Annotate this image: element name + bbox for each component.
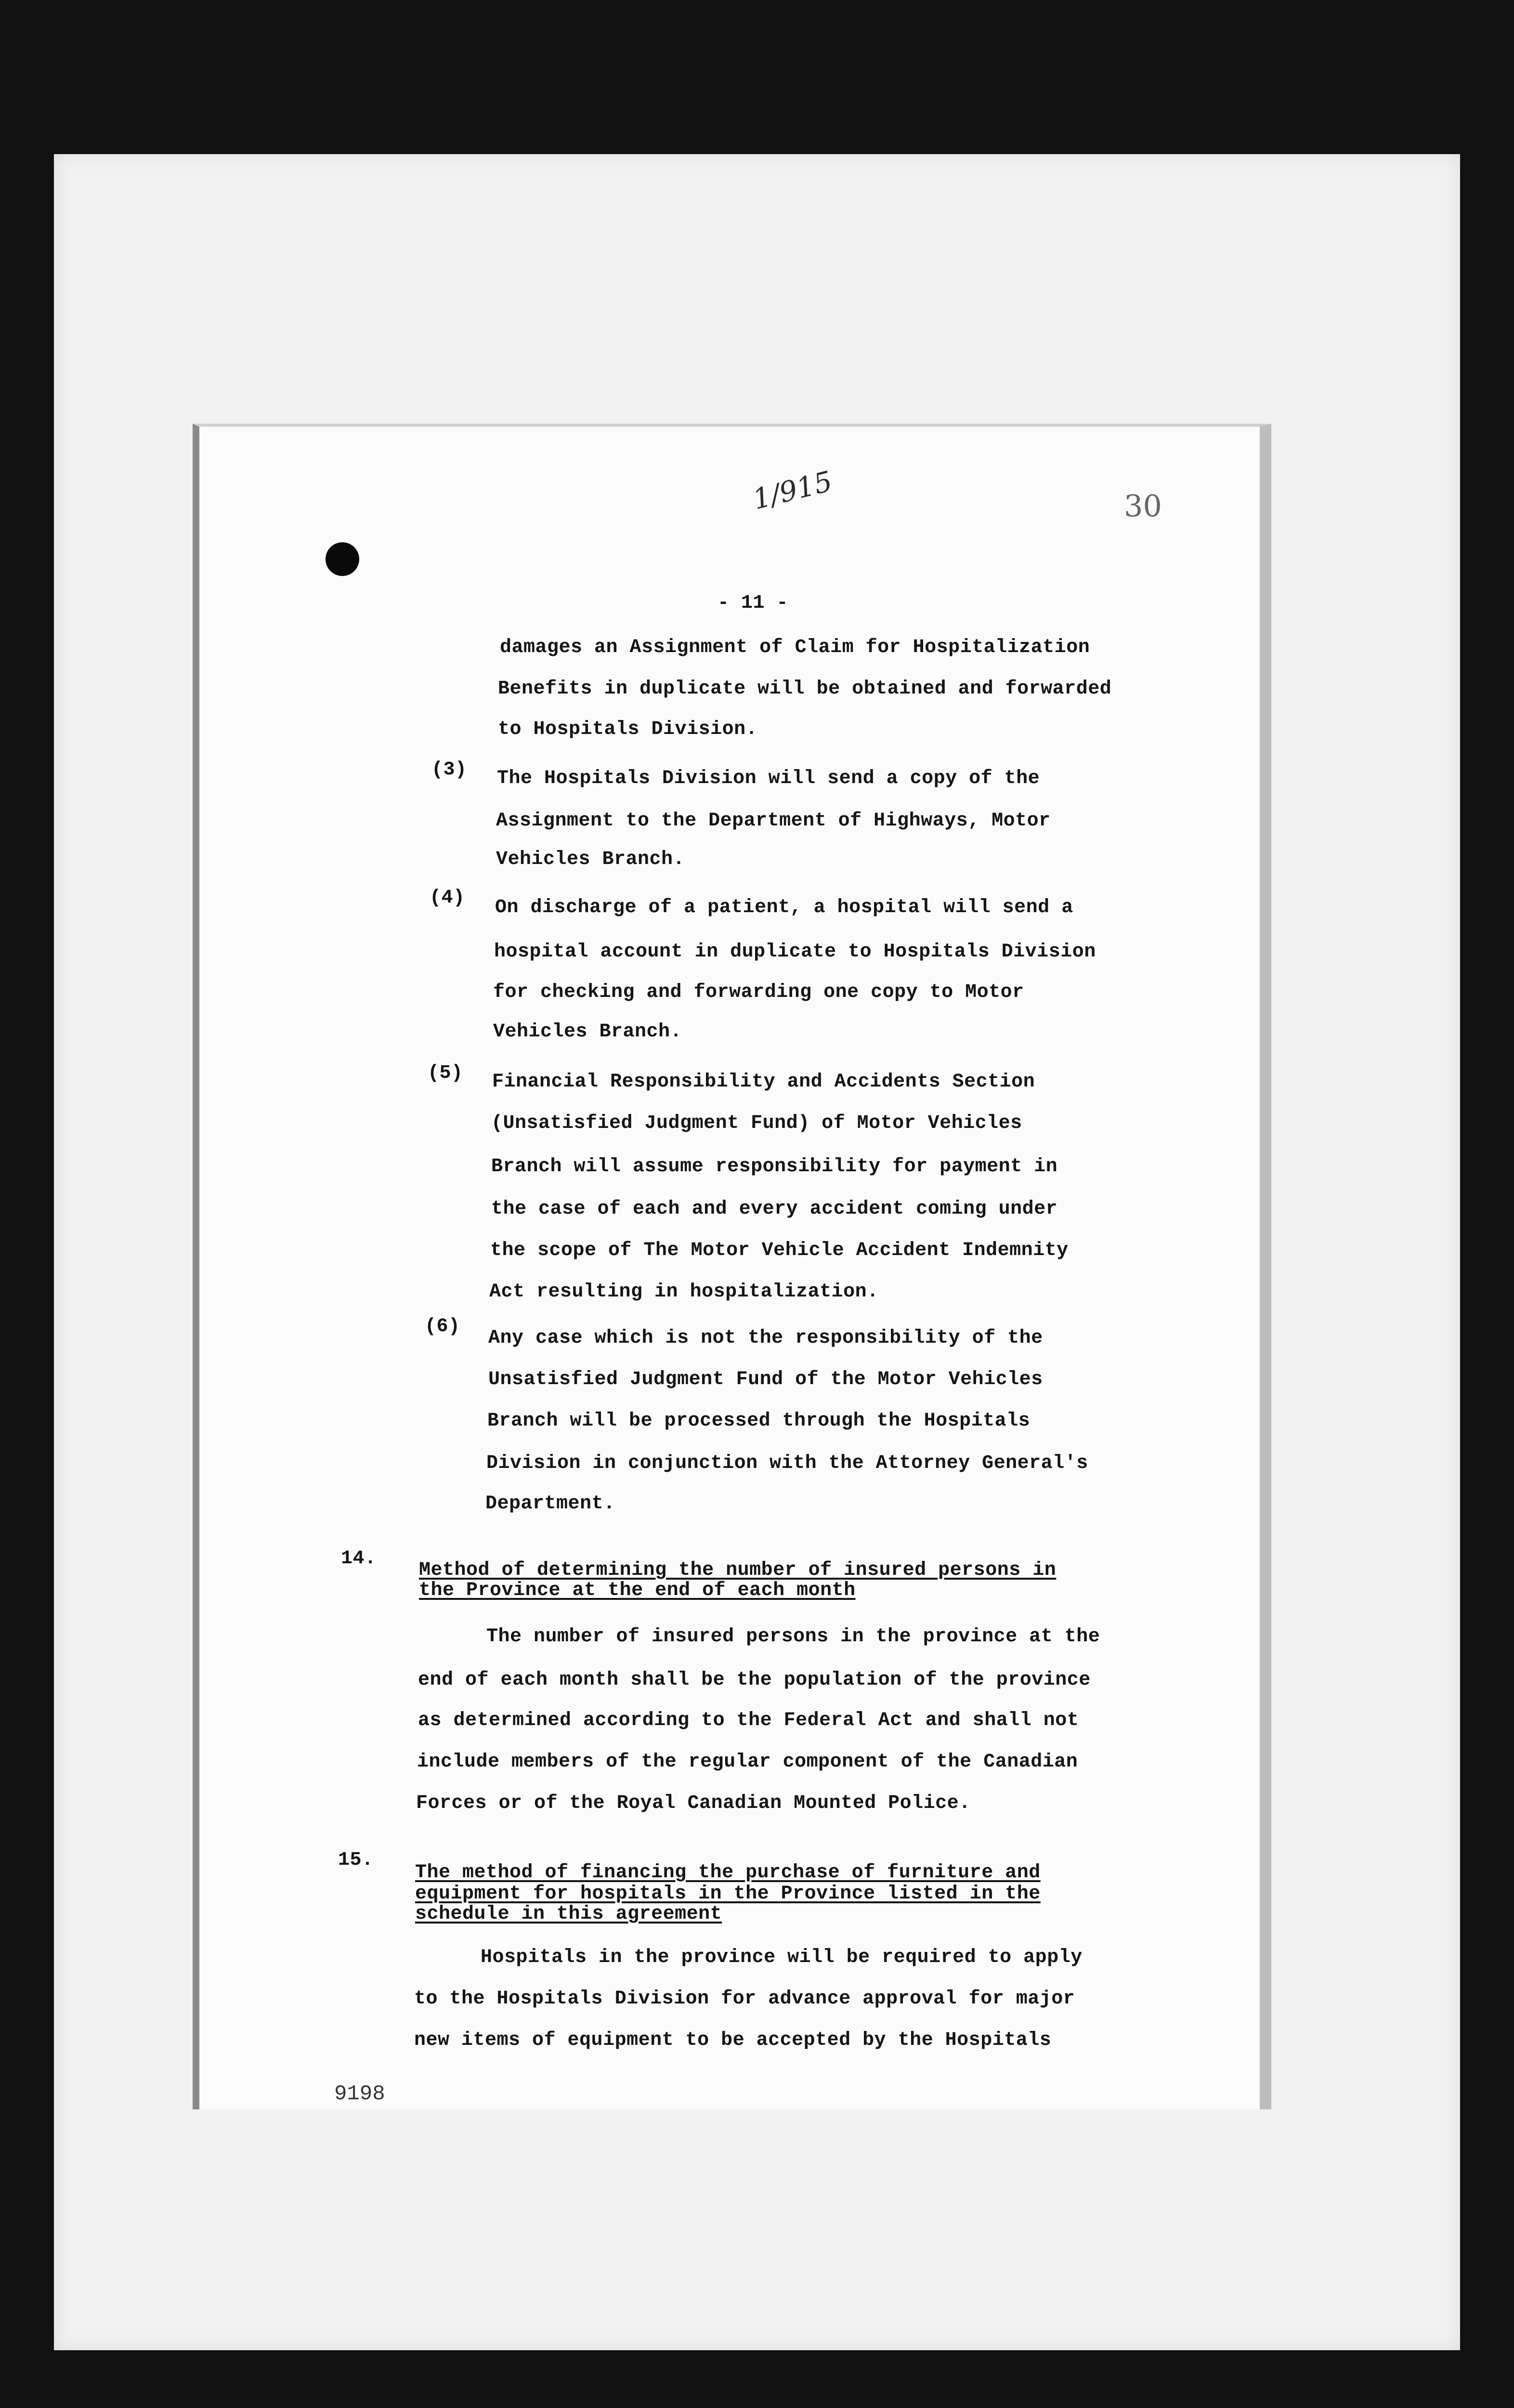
item-line: On discharge of a patient, a hospital will send a xyxy=(495,897,1073,918)
item-number: (6) xyxy=(425,1316,460,1337)
item-line: Unsatisfied Judgment Fund of the Motor Vehicles xyxy=(488,1369,1043,1390)
footer-code xyxy=(334,2080,385,2093)
item-line: Act resulting in hospitalization. xyxy=(489,1281,879,1303)
section-number: 14. xyxy=(341,1548,377,1570)
item-number: (3) xyxy=(431,759,467,781)
page-number: - 11 - xyxy=(718,592,789,614)
item-line: for checking and forwarding one copy to Motor xyxy=(493,982,1024,1003)
section-number: 15. xyxy=(338,1849,374,1871)
item-line: Vehicles Branch. xyxy=(496,849,685,870)
handwritten-folio: 1/915 xyxy=(749,464,835,516)
section-heading: Method of determining the number of insured persons in xyxy=(419,1559,1057,1581)
section-body-line: end of each month shall be the population of the province xyxy=(418,1669,1091,1691)
section-body-line: Hospitals in the province will be required to apply xyxy=(481,1947,1083,1968)
item-line: Assignment to the Department of Highways, Motor xyxy=(496,810,1051,832)
section-body-line: as determined according to the Federal Act and shall not xyxy=(418,1710,1079,1731)
item-line: Financial Responsibility and Accidents Section xyxy=(492,1071,1035,1093)
item-line: hospital account in duplicate to Hospitals Division xyxy=(494,941,1096,963)
item-line: Division in conjunction with the Attorney General's xyxy=(486,1453,1088,1474)
section-heading: schedule in this agreement xyxy=(415,1903,722,1925)
item-number: (4) xyxy=(430,887,465,909)
section-heading: the Province at the end of each month xyxy=(419,1580,856,1601)
item-line: Branch will be processed through the Hospitals xyxy=(487,1410,1031,1432)
item-line: The Hospitals Division will send a copy of the xyxy=(497,768,1040,789)
stamped-folio: 30 xyxy=(1124,488,1162,523)
section-body-line: Forces or of the Royal Canadian Mounted Police. xyxy=(416,1793,971,1814)
continuation-line: Benefits in duplicate will be obtained and forwarded xyxy=(498,678,1112,700)
punch-hole xyxy=(326,542,359,576)
continuation-line: damages an Assignment of Claim for Hospitalization xyxy=(500,637,1090,658)
section-body-line: The number of insured persons in the province at the xyxy=(486,1626,1100,1648)
section-body-line: to the Hospitals Division for advance approval for major xyxy=(414,1988,1075,2010)
item-line: Branch will assume responsibility for payment in xyxy=(491,1156,1058,1178)
section-heading: The method of financing the purchase of furniture and xyxy=(415,1862,1041,1884)
continuation-line: to Hospitals Division. xyxy=(498,719,758,740)
item-line: the case of each and every accident coming under xyxy=(491,1198,1058,1220)
item-line: Any case which is not the responsibility of the xyxy=(488,1327,1043,1349)
item-line: (Unsatisfied Judgment Fund) of Motor Vehicles xyxy=(491,1112,1022,1134)
section-body-line: new items of equipment to be accepted by the Hospitals xyxy=(414,2029,1052,2051)
item-number: (5) xyxy=(428,1062,463,1084)
item-line: Vehicles Branch. xyxy=(493,1021,682,1043)
item-line: the scope of The Motor Vehicle Accident Indemnity xyxy=(490,1240,1069,1261)
item-line: Department. xyxy=(485,1493,615,1515)
section-heading: equipment for hospitals in the Province listed in the xyxy=(415,1883,1041,1905)
section-body-line: include members of the regular component of the Canadian xyxy=(417,1751,1078,1773)
